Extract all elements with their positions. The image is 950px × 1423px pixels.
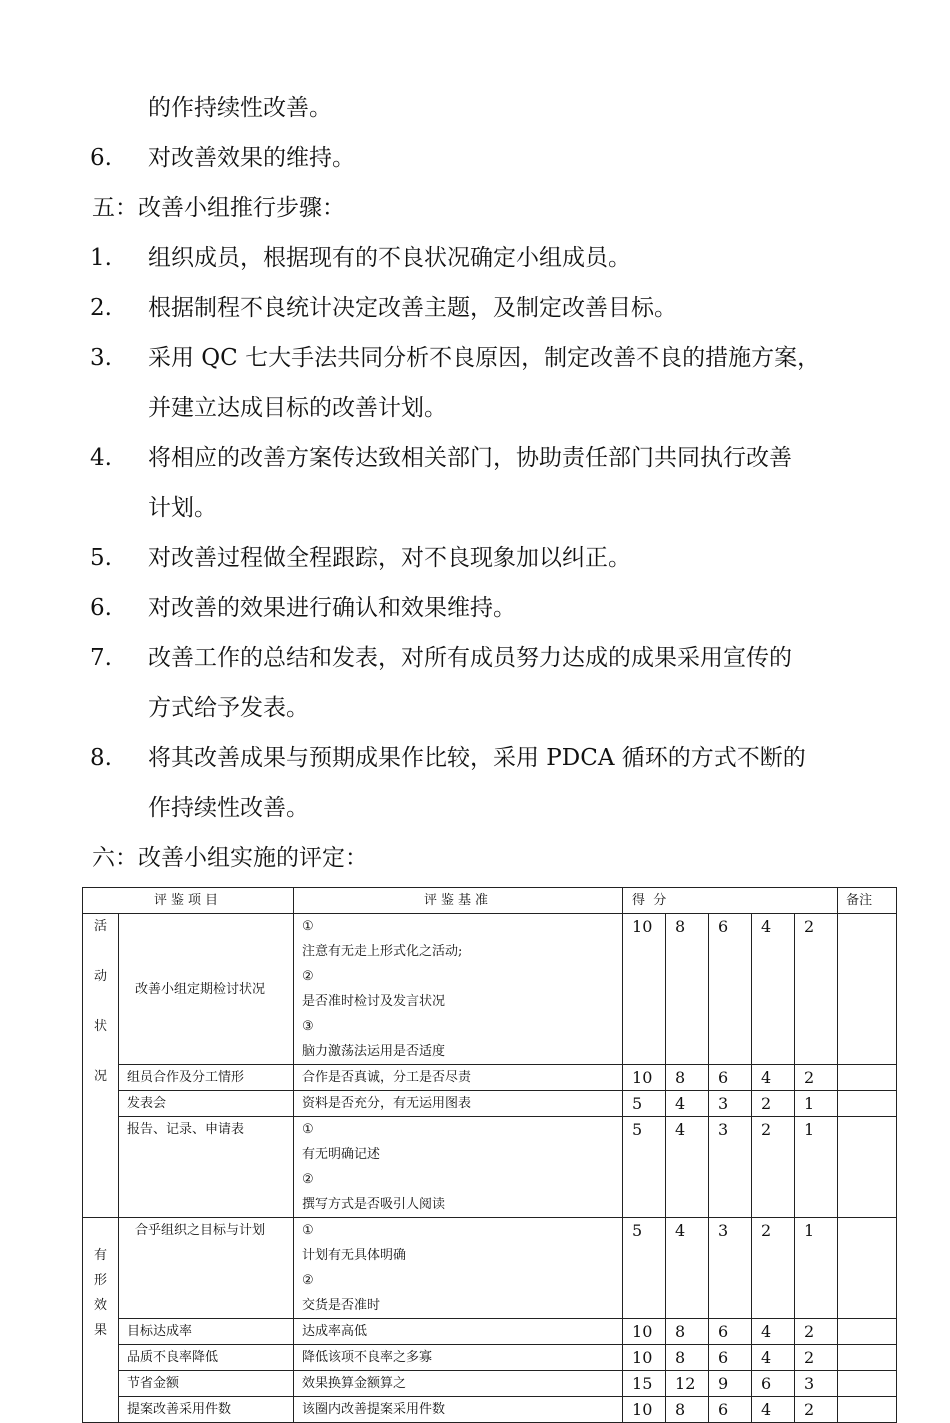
score-cell: 12 <box>666 1371 709 1397</box>
score-cell: 4 <box>666 1091 709 1117</box>
criteria-cell: ① 计划有无具体明确 ② 交货是否准时 <box>294 1218 623 1319</box>
score-cell: 2 <box>795 1065 838 1091</box>
item-cell: 合乎组织之目标与计划 <box>119 1218 294 1319</box>
header-item: 评鉴项目 <box>83 888 294 914</box>
criteria-cell: 达成率高低 <box>294 1319 623 1345</box>
header-score: 得 分 <box>623 888 838 914</box>
score-cell: 2 <box>752 1218 795 1319</box>
score-cell: 6 <box>709 1397 752 1423</box>
table-header-row <box>83 888 897 914</box>
score-cell: 2 <box>795 914 838 1065</box>
score-cell: 2 <box>795 1345 838 1371</box>
item-cell: 品质不良率降低 <box>119 1345 294 1371</box>
criteria-cell: 资料是否充分，有无运用图表 <box>294 1091 623 1117</box>
score-cell: 8 <box>666 1065 709 1091</box>
score-cell: 5 <box>623 1091 666 1117</box>
score-cell: 2 <box>752 1117 795 1218</box>
remark-cell <box>838 1319 897 1345</box>
score-cell: 4 <box>752 1065 795 1091</box>
score-cell: 10 <box>623 1397 666 1423</box>
score-cell: 10 <box>623 1065 666 1091</box>
group-label-activity: 活 动 状 况 <box>83 914 119 1218</box>
score-cell: 6 <box>709 1065 752 1091</box>
score-cell: 4 <box>752 1397 795 1423</box>
group-label-result: 有 形 效 果 <box>83 1218 119 1423</box>
score-cell: 6 <box>709 1319 752 1345</box>
item-cell: 节省金额 <box>119 1371 294 1397</box>
score-cell: 3 <box>795 1371 838 1397</box>
score-cell: 8 <box>666 914 709 1065</box>
table-row <box>83 1117 897 1218</box>
header-remark: 备注 <box>838 888 897 914</box>
score-cell: 8 <box>666 1319 709 1345</box>
remark-cell <box>838 1218 897 1319</box>
criteria-cell: ① 注意有无走上形式化之活动; ② 是否准时检讨及发言状况 ③ 脑力激荡法运用是否适度 <box>294 914 623 1065</box>
score-cell: 6 <box>709 1345 752 1371</box>
criteria-cell: 降低该项不良率之多寡 <box>294 1345 623 1371</box>
remark-cell <box>838 1091 897 1117</box>
item-cell: 提案改善采用件数 <box>119 1397 294 1423</box>
score-cell: 5 <box>623 1218 666 1319</box>
score-cell: 2 <box>795 1319 838 1345</box>
table-row <box>83 1319 897 1345</box>
remark-cell <box>838 914 897 1065</box>
score-cell: 4 <box>752 914 795 1065</box>
item-cell: 报告、记录、申请表 <box>119 1117 294 1218</box>
score-cell: 10 <box>623 1345 666 1371</box>
item-cell: 发表会 <box>119 1091 294 1117</box>
remark-cell <box>838 1117 897 1218</box>
table-row <box>83 1371 897 1397</box>
score-cell: 2 <box>752 1091 795 1117</box>
table-row <box>83 1345 897 1371</box>
table-row <box>83 1218 897 1319</box>
score-cell: 9 <box>709 1371 752 1397</box>
remark-cell <box>838 1065 897 1091</box>
score-cell: 3 <box>709 1218 752 1319</box>
table-row <box>83 1091 897 1117</box>
remark-cell <box>838 1371 897 1397</box>
criteria-cell: 合作是否真诚，分工是否尽责 <box>294 1065 623 1091</box>
score-cell: 8 <box>666 1345 709 1371</box>
criteria-cell: 该圈内改善提案采用件数 <box>294 1397 623 1423</box>
score-cell: 4 <box>666 1218 709 1319</box>
criteria-cell: 效果换算金额算之 <box>294 1371 623 1397</box>
score-cell: 10 <box>623 1319 666 1345</box>
score-cell: 4 <box>752 1319 795 1345</box>
score-cell: 6 <box>752 1371 795 1397</box>
table-row <box>83 1065 897 1091</box>
score-cell: 3 <box>709 1117 752 1218</box>
score-cell: 2 <box>795 1397 838 1423</box>
score-cell: 1 <box>795 1091 838 1117</box>
item-cell: 目标达成率 <box>119 1319 294 1345</box>
score-cell: 1 <box>795 1218 838 1319</box>
table-row <box>83 914 897 1065</box>
evaluation-table <box>82 887 897 1423</box>
criteria-cell: ① 有无明确记述 ② 撰写方式是否吸引人阅读 <box>294 1117 623 1218</box>
score-cell: 8 <box>666 1397 709 1423</box>
item-cell: 组员合作及分工情形 <box>119 1065 294 1091</box>
score-cell: 10 <box>623 914 666 1065</box>
score-cell: 6 <box>709 914 752 1065</box>
remark-cell <box>838 1345 897 1371</box>
remark-cell <box>838 1397 897 1423</box>
score-cell: 15 <box>623 1371 666 1397</box>
score-cell: 3 <box>709 1091 752 1117</box>
table-row <box>83 1397 897 1423</box>
header-criteria: 评鉴基准 <box>294 888 623 914</box>
score-cell: 1 <box>795 1117 838 1218</box>
score-cell: 5 <box>623 1117 666 1218</box>
item-cell: 改善小组定期检讨状况 <box>119 914 294 1065</box>
score-cell: 4 <box>752 1345 795 1371</box>
score-cell: 4 <box>666 1117 709 1218</box>
